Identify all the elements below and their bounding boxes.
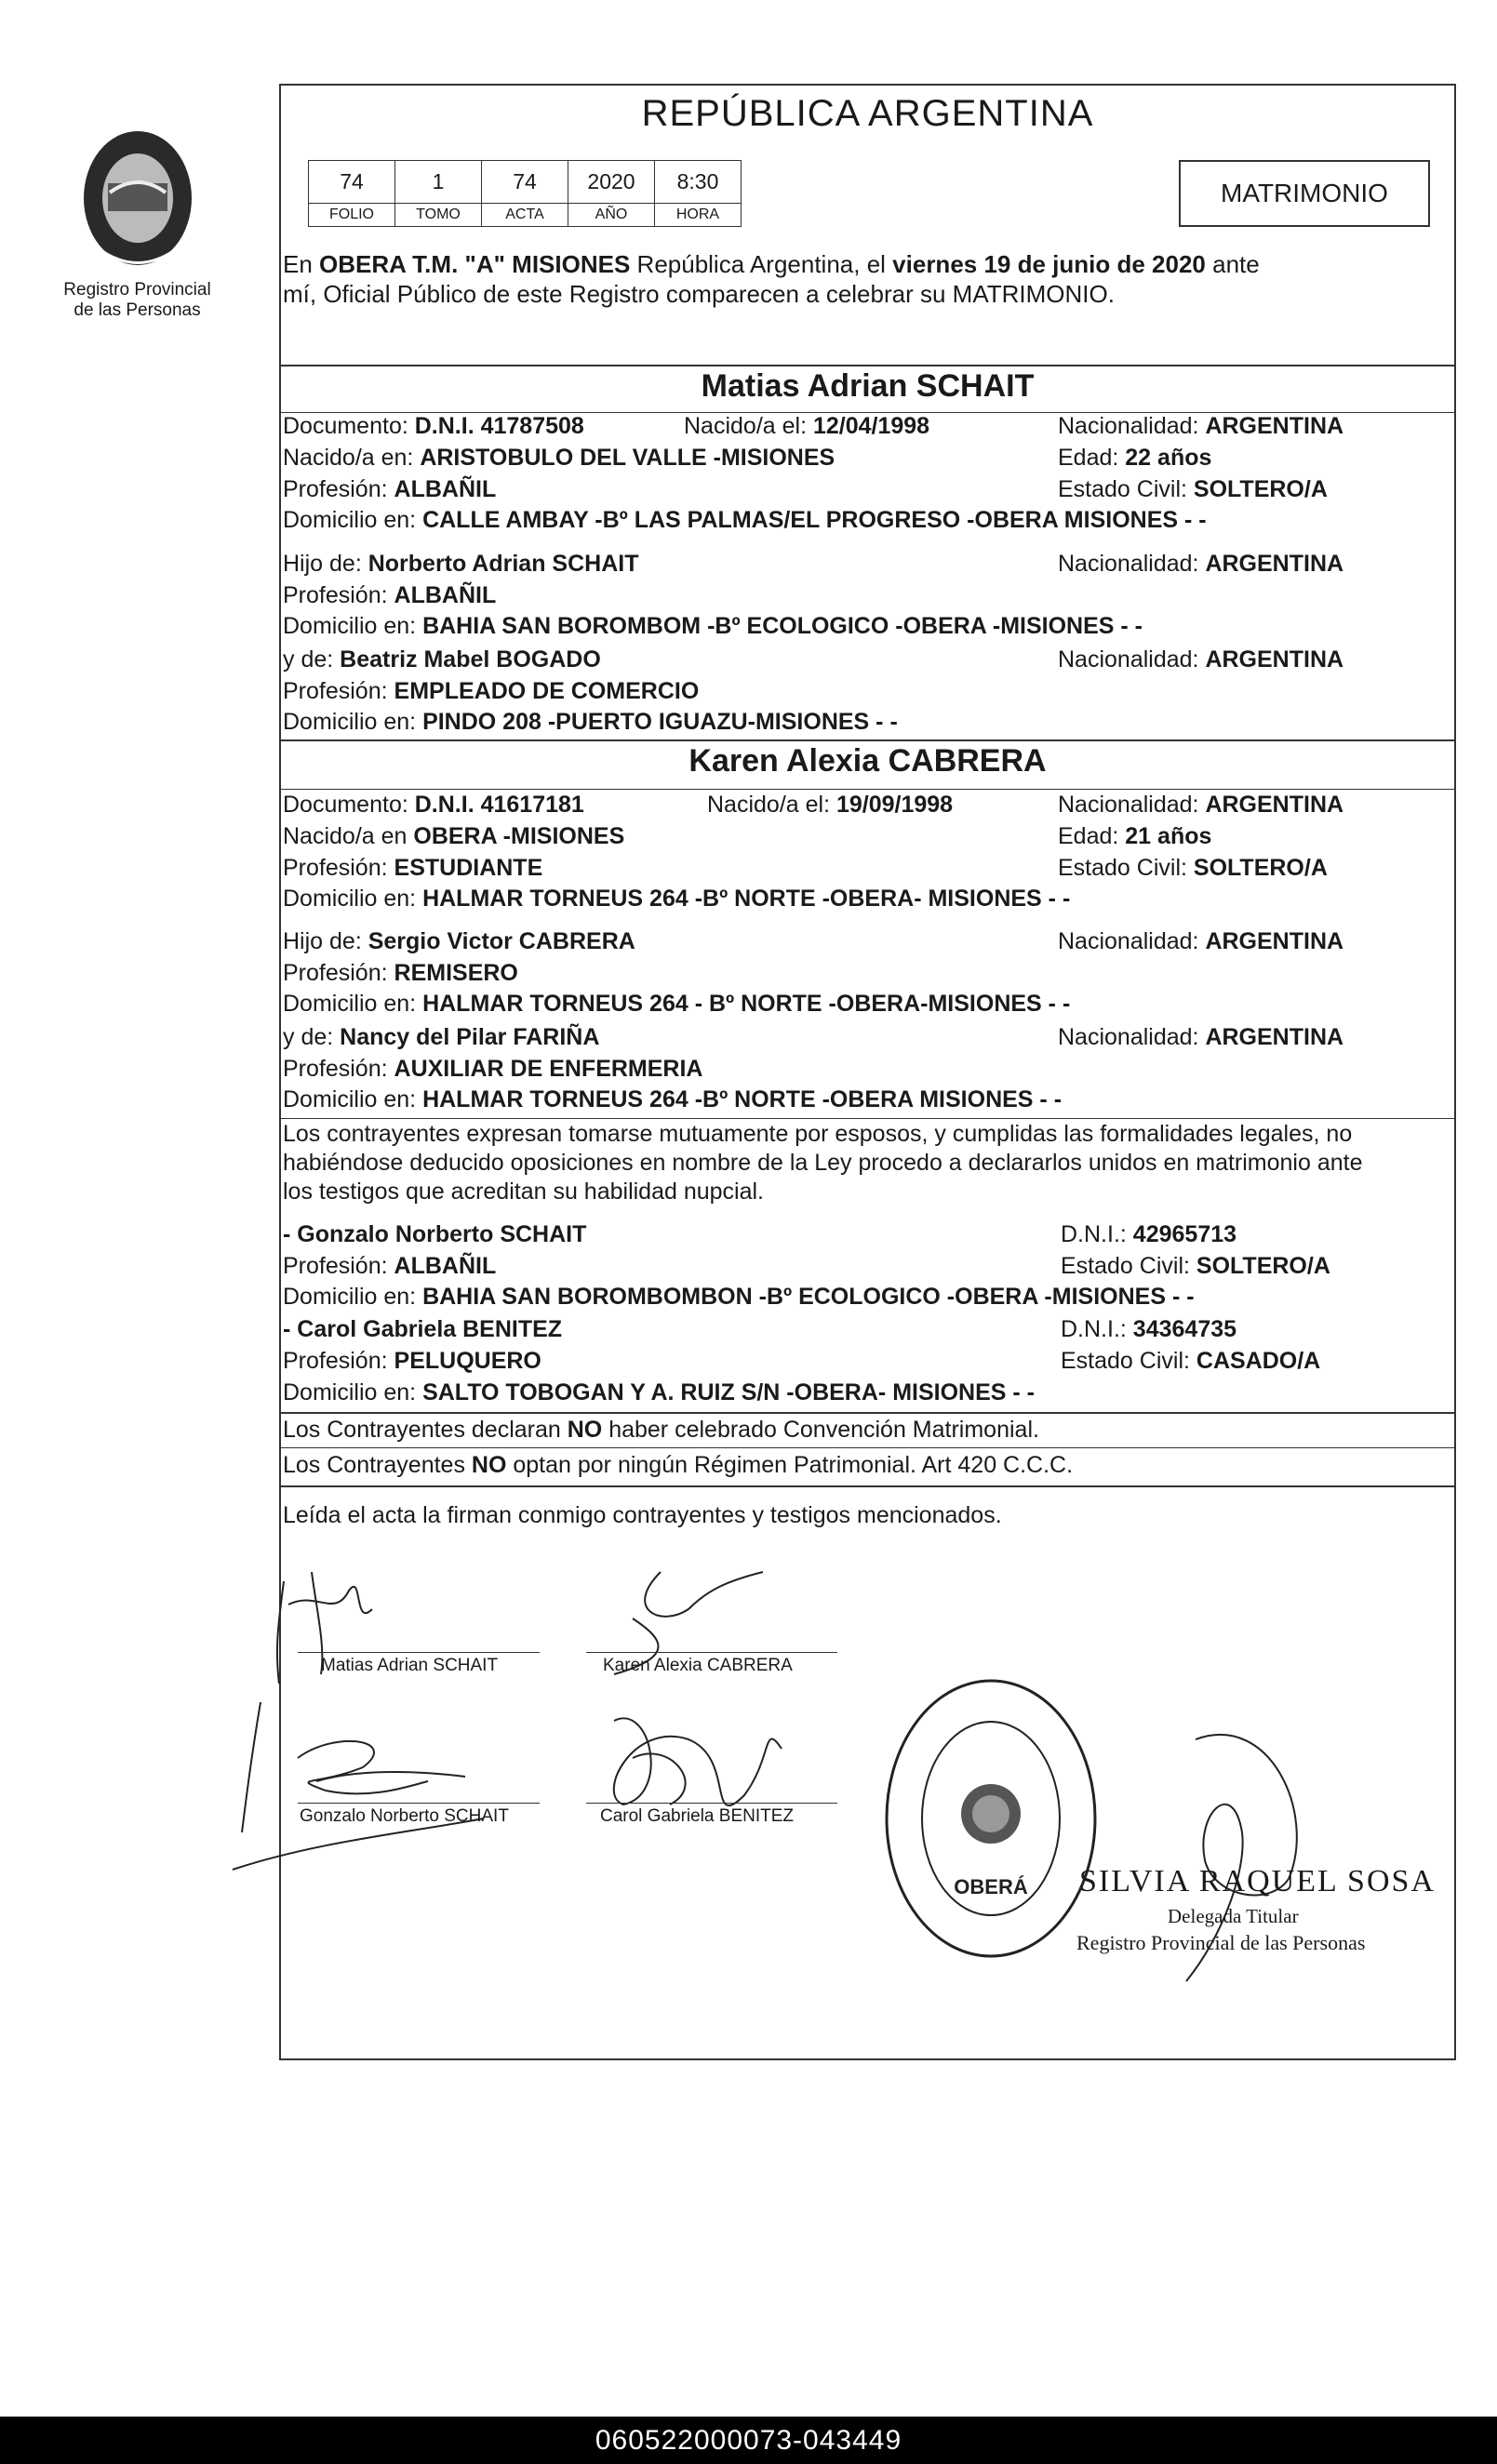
acta-label: ACTA xyxy=(482,204,568,227)
registry-table xyxy=(308,160,742,227)
declaration-line2: habiéndose deducido oposiciones en nombre de la Ley procedo a declararlos unidos en matrimonio ante xyxy=(283,1150,1363,1176)
declaration-line1: Los contrayentes expresan tomarse mutuamente por esposos, y cumplidas las formalidades legales, no xyxy=(283,1121,1353,1147)
spouse2-domicilio: Domicilio en: HALMAR TORNEUS 264 -Bº NORTE -OBERA- MISIONES - - xyxy=(283,886,1071,912)
intro-line1: En OBERA T.M. "A" MISIONES República Argentina, el viernes 19 de junio de 2020 ante xyxy=(283,250,1260,278)
spouse1-estado-civil: Estado Civil: SOLTERO/A xyxy=(1058,476,1328,502)
spouse2-nacionalidad: Nacionalidad: ARGENTINA xyxy=(1058,792,1344,818)
spouse1-father-domicilio: Domicilio en: BAHIA SAN BOROMBOM -Bº ECOLOGICO -OBERA -MISIONES - - xyxy=(283,613,1143,639)
witness1-dni: D.N.I.: 42965713 xyxy=(1061,1221,1237,1247)
signature-witness1: Gonzalo Norberto SCHAIT xyxy=(300,1806,509,1826)
province-coat-of-arms-icon xyxy=(73,116,203,274)
spouse2-mother-nacionalidad: Nacionalidad: ARGENTINA xyxy=(1058,1024,1344,1050)
witness2-domicilio: Domicilio en: SALTO TOBOGAN Y A. RUIZ S/N -OBERA- MISIONES - - xyxy=(283,1379,1035,1405)
spouse1-profesion: Profesión: ALBAÑIL xyxy=(283,476,497,502)
spouse2-estado-civil: Estado Civil: SOLTERO/A xyxy=(1058,855,1328,881)
signature-spouse1: Matias Adrian SCHAIT xyxy=(321,1656,499,1675)
spouse2-documento: Documento: D.N.I. 41617181 xyxy=(283,792,584,818)
folio-value: 74 xyxy=(309,161,395,204)
spouse2-nacido-en: Nacido/a en OBERA -MISIONES xyxy=(283,823,625,849)
official-title: Delegada Titular xyxy=(1168,1905,1299,1927)
registry-stamp xyxy=(879,1674,1103,1963)
witness2-dni: D.N.I.: 34364735 xyxy=(1061,1316,1237,1342)
spouse1-nacido-en: Nacido/a en: ARISTOBULO DEL VALLE -MISIONES xyxy=(283,445,835,471)
tomo-value: 1 xyxy=(395,161,482,204)
spouse1-nacido-el: Nacido/a el: 12/04/1998 xyxy=(684,413,930,439)
convention-line1: Los Contrayentes declaran NO haber celebrado Convención Matrimonial. xyxy=(283,1417,1039,1443)
handwritten-signatures-drawing xyxy=(223,1553,875,1888)
spouse2-father: Hijo de: Sergio Victor CABRERA xyxy=(283,928,635,954)
logo-caption-line2: de las Personas xyxy=(74,300,201,320)
spouse2-profesion: Profesión: ESTUDIANTE xyxy=(283,855,543,881)
intro-line2: mí, Oficial Público de este Registro comparecen a celebrar su MATRIMONIO. xyxy=(283,280,1115,308)
official-office: Registro Provincial de las Personas xyxy=(1076,1931,1366,1954)
witness2-estado-civil: Estado Civil: CASADO/A xyxy=(1061,1348,1321,1374)
spouse1-mother: y de: Beatriz Mabel BOGADO xyxy=(283,646,601,673)
witness1-name: - Gonzalo Norberto SCHAIT xyxy=(283,1221,587,1247)
spouse2-name: Karen Alexia CABRERA xyxy=(688,743,1047,779)
hora-label: HORA xyxy=(655,204,742,227)
tomo-label: TOMO xyxy=(395,204,482,227)
declaration-line3: los testigos que acreditan su habilidad nupcial. xyxy=(283,1179,765,1205)
spouse1-nacionalidad: Nacionalidad: ARGENTINA xyxy=(1058,413,1344,439)
spouse1-documento: Documento: D.N.I. 41787508 xyxy=(283,413,584,439)
witness2-name: - Carol Gabriela BENITEZ xyxy=(283,1316,563,1342)
stamp-center-text: OBERÁ xyxy=(954,1875,1028,1898)
act-type-box: MATRIMONIO xyxy=(1179,160,1430,227)
logo-caption-line1: Registro Provincial xyxy=(63,280,211,300)
anio-value: 2020 xyxy=(568,161,655,204)
country-title: REPÚBLICA ARGENTINA xyxy=(641,93,1094,134)
spouse2-father-profesion: Profesión: REMISERO xyxy=(283,960,518,986)
signature-witness2: Carol Gabriela BENITEZ xyxy=(600,1806,795,1826)
spouse2-mother-domicilio: Domicilio en: HALMAR TORNEUS 264 -Bº NORTE -OBERA MISIONES - - xyxy=(283,1086,1063,1112)
spouse1-mother-profesion: Profesión: EMPLEADO DE COMERCIO xyxy=(283,678,700,704)
spouse2-mother: y de: Nancy del Pilar FARIÑA xyxy=(283,1024,600,1050)
spouse1-domicilio: Domicilio en: CALLE AMBAY -Bº LAS PALMAS/EL PROGRESO -OBERA MISIONES - - xyxy=(283,507,1207,533)
spouse1-name: Matias Adrian SCHAIT xyxy=(701,368,1035,404)
spouse2-father-domicilio: Domicilio en: HALMAR TORNEUS 264 - Bº NORTE -OBERA-MISIONES - - xyxy=(283,991,1071,1017)
anio-label: AÑO xyxy=(568,204,655,227)
folio-label: FOLIO xyxy=(309,204,395,227)
spouse2-nacido-el: Nacido/a el: 19/09/1998 xyxy=(707,792,954,818)
witness1-domicilio: Domicilio en: BAHIA SAN BOROMBOMBON -Bº ECOLOGICO -OBERA -MISIONES - - xyxy=(283,1284,1195,1310)
spouse2-edad: Edad: 21 años xyxy=(1058,823,1212,849)
witness2-profesion: Profesión: PELUQUERO xyxy=(283,1348,541,1374)
spouse1-mother-domicilio: Domicilio en: PINDO 208 -PUERTO IGUAZU-MISIONES - - xyxy=(283,709,898,735)
spouse1-father: Hijo de: Norberto Adrian SCHAIT xyxy=(283,551,639,577)
spouse1-father-profesion: Profesión: ALBAÑIL xyxy=(283,582,497,608)
footer-document-code: 060522000073-043449 xyxy=(0,2417,1497,2464)
hora-value: 8:30 xyxy=(655,161,742,204)
spouse1-father-nacionalidad: Nacionalidad: ARGENTINA xyxy=(1058,551,1344,577)
spouse2-mother-profesion: Profesión: AUXILIAR DE ENFERMERIA xyxy=(283,1056,703,1082)
spouse2-father-nacionalidad: Nacionalidad: ARGENTINA xyxy=(1058,928,1344,954)
witness1-estado-civil: Estado Civil: SOLTERO/A xyxy=(1061,1253,1330,1279)
closing-text: Leída el acta la firman conmigo contrayentes y testigos mencionados. xyxy=(283,1502,1002,1528)
official-signature-drawing xyxy=(1103,1721,1382,2000)
spouse1-mother-nacionalidad: Nacionalidad: ARGENTINA xyxy=(1058,646,1344,673)
witness1-profesion: Profesión: ALBAÑIL xyxy=(283,1253,497,1279)
official-name: SILVIA RAQUEL SOSA xyxy=(1079,1864,1436,1898)
convention-line2: Los Contrayentes NO optan por ningún Régimen Patrimonial. Art 420 C.C.C. xyxy=(283,1452,1074,1478)
acta-value: 74 xyxy=(482,161,568,204)
spouse1-edad: Edad: 22 años xyxy=(1058,445,1212,471)
signature-spouse2: Karen Alexia CABRERA xyxy=(603,1656,793,1675)
registry-logo xyxy=(56,116,219,330)
